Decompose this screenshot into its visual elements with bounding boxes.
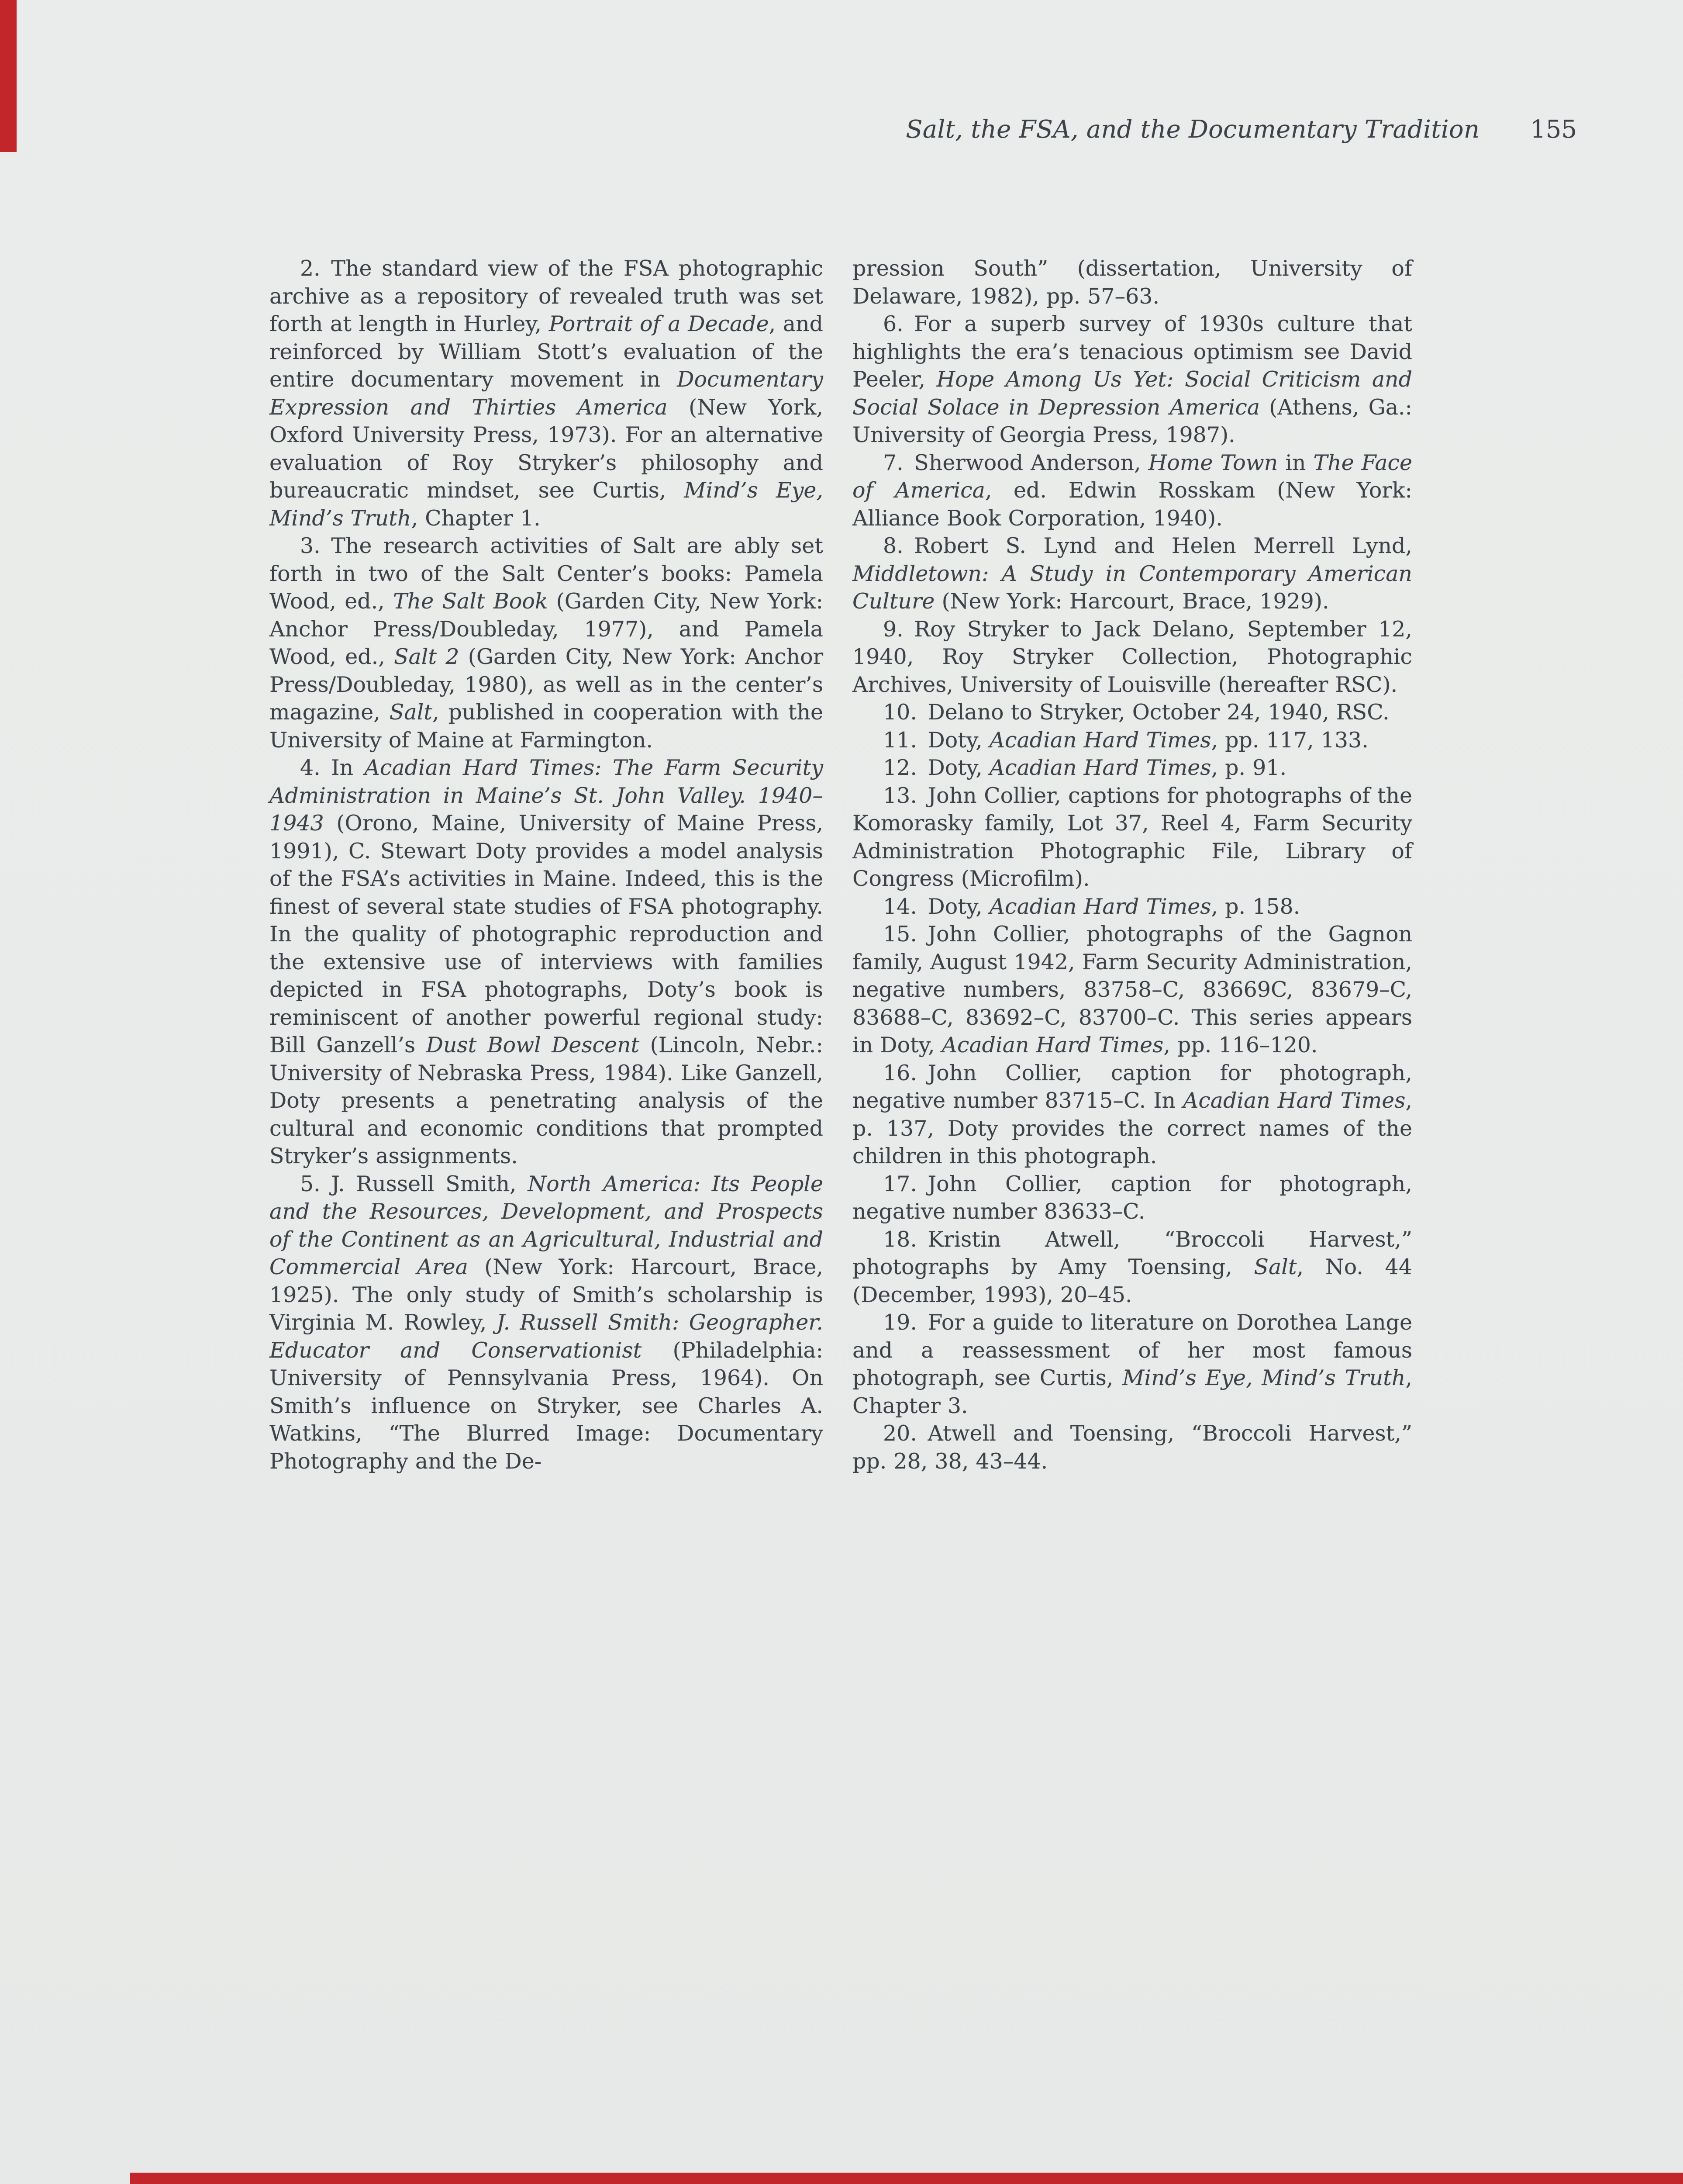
page-number: 155	[1530, 115, 1577, 144]
cited-title-italic: Documentary Expression and Thirties America	[269, 367, 823, 420]
endnote-20: 20. Atwell and Toensing, “Broccoli Harvest,” pp. 28, 38, 43–44.	[852, 1421, 1412, 1474]
endnote-number: 11.	[883, 727, 928, 753]
endnote-number: 9.	[883, 616, 914, 642]
cited-title-italic: Portrait of a Decade	[548, 311, 769, 336]
endnote-13: 13. John Collier, captions for photographs of the Komorasky family, Lot 37, Reel 4, Farm Security Administration Photographic File, Library of Congress (Microfilm).	[852, 783, 1412, 891]
endnote-number: 15.	[883, 922, 928, 947]
endnote-12: 12. Doty, Acadian Hard Times, p. 91.	[883, 755, 1287, 780]
endnote-number: 6.	[883, 311, 914, 336]
endnote-number: 19.	[883, 1310, 928, 1335]
endnote-number: 20.	[883, 1421, 928, 1446]
endnote-11: 11. Doty, Acadian Hard Times, pp. 117, 133.	[883, 727, 1369, 753]
endnote-number: 5.	[300, 1171, 331, 1196]
running-header	[267, 114, 1577, 145]
scan-edge-red-strip-bottom	[130, 2173, 1683, 2184]
endnote-number: 13.	[883, 783, 928, 808]
endnotes-column-right	[852, 255, 1412, 1475]
endnote-number: 8.	[883, 533, 914, 558]
endnote-3: 3. The research activities of Salt are ably set forth in two of the Salt Center’s books: Pamela Wood, ed., The Salt Book (Garden City, New York: Anchor Press/Doubleday, 1977), and Pamela Wood, ed., Salt 2 (Garden City, New York: Anchor Press/Doubleday, 1980), as well as in the center’s magazine, Salt, published in cooperation with the University of Maine at Farmington.	[269, 533, 824, 753]
endnote-number: 18.	[883, 1227, 928, 1252]
cited-title-italic: Acadian Hard Times	[989, 755, 1211, 780]
cited-title-italic: Salt	[1254, 1254, 1297, 1279]
endnote-6: 6. For a superb survey of 1930s culture that highlights the era’s tenacious optimism see David Peeler, Hope Among Us Yet: Social Criticism and Social Solace in Depression America (Athens, Ga.: University of Georgia Press, 1987).	[852, 311, 1413, 447]
endnote-15: 15. John Collier, photographs of the Gagnon family, August 1942, Farm Security Administration, negative numbers, 83758–C, 83669C, 83679–C, 83688–C, 83692–C, 83700–C. This series appears in Doty, Acadian Hard Times, pp. 116–120.	[852, 922, 1412, 1057]
endnote-16: 16. John Collier, caption for photograph, negative number 83715–C. In Acadian Hard Times, p. 137, Doty provides the correct names of the children in this photograph.	[852, 1060, 1412, 1168]
endnote-continuation: pression South” (dissertation, University of Delaware, 1982), pp. 57–63.	[852, 256, 1412, 309]
cited-title-italic: Acadian Hard Times: The Farm Security Administration in Maine’s St. John Valley. 1940–1943	[269, 755, 823, 836]
endnote-number: 3.	[300, 533, 331, 558]
cited-title-italic: Acadian Hard Times	[989, 727, 1211, 753]
endnote-4: 4. In Acadian Hard Times: The Farm Security Administration in Maine’s St. John Valley. 1940–1943 (Orono, Maine, University of Maine Press, 1991), C. Stewart Doty provides a model analysis of the FSA’s activities in Maine. Indeed, this is the finest of several state studies of FSA photography. In the quality of photographic reproduction and the extensive use of interviews with families depicted in FSA photographs, Doty’s book is reminiscent of another powerful regional study: Bill Ganzell’s Dust Bowl Descent (Lincoln, Nebr.: University of Nebraska Press, 1984). Like Ganzell, Doty presents a penetrating analysis of the cultural and economic conditions that prompted Stryker’s assignments.	[269, 755, 824, 1168]
cited-title-italic: Mind’s Eye, Mind’s Truth	[1122, 1365, 1406, 1390]
cited-title-italic: J. Russell Smith: Geographer. Educator and Conservationist	[269, 1310, 823, 1363]
endnote-number: 16.	[883, 1060, 928, 1085]
running-header-title: Salt, the FSA, and the Documentary Tradition	[906, 115, 1480, 144]
endnote-2: 2. The standard view of the FSA photographic archive as a repository of revealed truth was set forth at length in Hurley, Portrait of a Decade, and reinforced by William Stott’s evaluation of the entire documentary movement in Documentary Expression and Thirties America (New York, Oxford University Press, 1973). For an alternative evaluation of Roy Stryker’s philosophy and bureaucratic mindset, see Curtis, Mind’s Eye, Mind’s Truth, Chapter 1.	[269, 256, 824, 531]
cited-title-italic: Home Town	[1148, 450, 1278, 475]
cited-title-italic: The Salt Book	[393, 589, 548, 614]
endnote-10: 10. Delano to Stryker, October 24, 1940, RSC.	[883, 700, 1390, 725]
cited-title-italic: Hope Among Us Yet: Social Criticism and Social Solace in Depression America	[852, 367, 1412, 420]
cited-title-italic: Dust Bowl Descent	[426, 1033, 640, 1057]
scan-edge-red-strip-left	[0, 0, 17, 152]
endnote-5: 5. J. Russell Smith, North America: Its People and the Resources, Development, and Prospects of the Continent as an Agricultural, Industrial and Commercial Area (New York: Harcourt, Brace, 1925). The only study of Smith’s scholarship is Virginia M. Rowley, J. Russell Smith: Geographer. Educator and Conservationist (Philadelphia: University of Pennsylvania Press, 1964). On Smith’s influence on Stryker, see Charles A. Watkins, “The Blurred Image: Documentary Photography and the De-	[269, 1171, 824, 1474]
endnote-14: 14. Doty, Acadian Hard Times, p. 158.	[883, 894, 1300, 919]
cited-title-italic: Salt	[389, 700, 432, 725]
endnote-number: 7.	[883, 450, 914, 475]
endnote-number: 17.	[883, 1171, 928, 1196]
cited-title-italic: Salt 2	[393, 644, 459, 669]
cited-title-italic: Acadian Hard Times	[989, 894, 1211, 919]
endnote-8: 8. Robert S. Lynd and Helen Merrell Lynd, Middletown: A Study in Contemporary American Culture (New York: Harcourt, Brace, 1929).	[852, 533, 1412, 614]
cited-title-italic: The Face of America	[852, 450, 1412, 503]
endnote-7: 7. Sherwood Anderson, Home Town in The Face of America, ed. Edwin Rosskam (New York: Alliance Book Corporation, 1940).	[852, 450, 1412, 531]
cited-title-italic: Middletown: A Study in Contemporary American Culture	[852, 561, 1412, 614]
cited-title-italic: North America: Its People and the Resources, Development, and Prospects of the Continent as an Agricultural, Industrial and Commercial Area	[269, 1171, 823, 1279]
endnote-18: 18. Kristin Atwell, “Broccoli Harvest,” photographs by Amy Toensing, Salt, No. 44 (December, 1993), 20–45.	[852, 1227, 1412, 1307]
endnote-19: 19. For a guide to literature on Dorothea Lange and a reassessment of her most famous photograph, see Curtis, Mind’s Eye, Mind’s Truth, Chapter 3.	[852, 1310, 1412, 1418]
endnote-number: 4.	[300, 755, 331, 780]
endnote-number: 12.	[883, 755, 928, 780]
cited-title-italic: Acadian Hard Times	[1183, 1088, 1406, 1113]
cited-title-italic: Mind’s Eye, Mind’s Truth	[269, 478, 823, 531]
endnote-number: 14.	[883, 894, 928, 919]
cited-title-italic: Acadian Hard Times	[942, 1033, 1164, 1057]
endnote-9: 9. Roy Stryker to Jack Delano, September 12, 1940, Roy Stryker Collection, Photographic Archives, University of Louisville (hereafter RSC).	[852, 616, 1412, 697]
endnotes-column-left	[269, 255, 823, 1475]
endnote-17: 17. John Collier, caption for photograph, negative number 83633–C.	[852, 1171, 1412, 1224]
endnote-number: 2.	[300, 256, 331, 281]
endnote-number: 10.	[883, 700, 928, 725]
